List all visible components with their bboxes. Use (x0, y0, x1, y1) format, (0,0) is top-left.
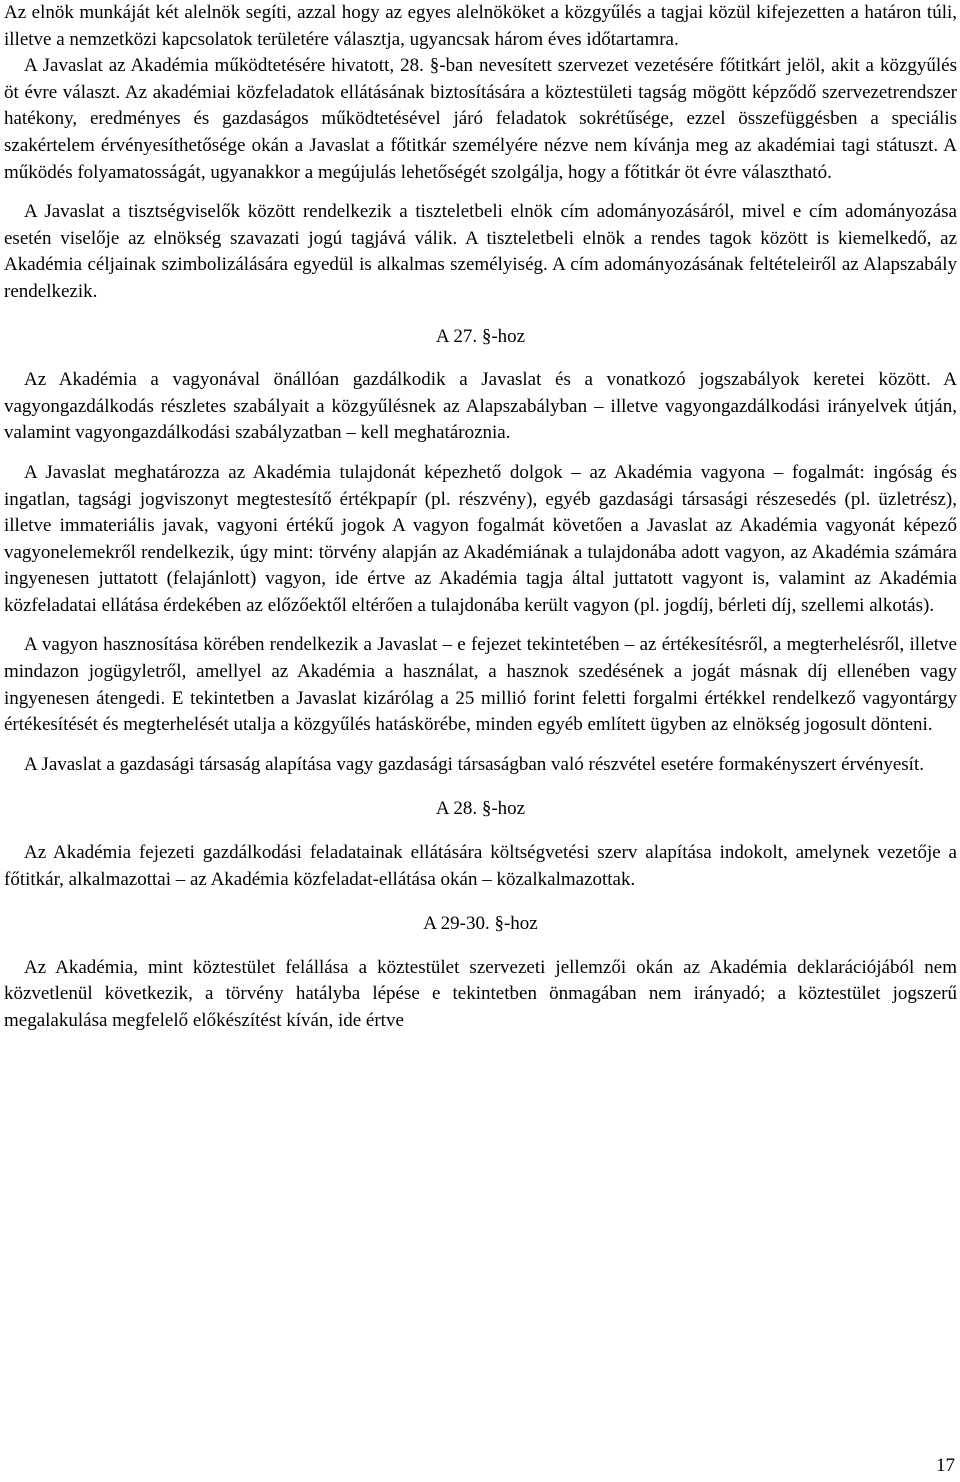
paragraph-akademia-vagyona: A Javaslat meghatározza az Akadémia tulajdonát képezhető dolgok – az Akadémia vagyona – fogalmát: ingóság és ingatlan, tagsági jogviszonyt megtestesítő értékpapír (pl. részvény), egyéb gazdasági társasági részesedés (pl. üzletrész), illetve immateriális javak, vagyoni értékű jogok A vagyon fogalmát követően a Javaslat az Akadémia vagyonát képező vagyonelemekről rendelkezik, úgy mint: törvény alapján az Akadémiának a tulajdonába adott vagyon, az Akadémia számára ingyenesen juttatott (felajánlott) vagyon, ide értve az Akadémia tagja által juttatott vagyont is, valamint az Akadémia közfeladatai ellátása érdekében az előzőektől eltérően a tulajdonába került vagyon (pl. jogdíj, bérleti díj, szellemi alkotás). (4, 461, 957, 616)
paragraph-gazdasagi-tarsasag: A Javaslat a gazdasági társaság alapítása vagy gazdasági társaságban való részvétel esetére formakényszert érvényesít. (24, 753, 924, 775)
section-heading-28: A 28. §-hoz (435, 798, 526, 820)
section-heading-29-30: A 29-30. §-hoz (423, 913, 538, 935)
section-heading-27: A 27. §-hoz (435, 325, 526, 347)
paragraph-vagyon-hasznositasa: A vagyon hasznosítása körében rendelkezik a Javaslat – e fejezet tekintetében – az értékesítésről, a megterhelésről, illetve mindazon jogügyletről, amellyel az Akadémia a használat, a hasznok szedésének a jogát másnak díj ellenében vagy ingyenesen átengedi. E tekintetben a Javaslat kizárólag a 25 millió forint feletti forgalmi értékkel rendelkező vagyontárgy értékesítését és megterhelését utalja a közgyűlés hatáskörébe, minden egyéb említett ügyben az elnökség jogosult dönteni. (4, 634, 957, 736)
paragraph-fotitkar: A Javaslat az Akadémia működtetésére hivatott, 28. §-ban nevesített szervezet vezetésére főtitkárt jelöl, akit a közgyűlés öt évre választ. Az akadémiai közfeladatok ellátásának biztosítására a köztestületi tagság mögött képződő szervezetrendszer hatékony, eredményes és gazdaságos működtetésével járó feladatok sokrétűsége, ezzel összefüggésben a speciális szakértelem érvényesíthetősége okán a Javaslat a főtitkár személyére nézve nem kívánja meg az akadémiai tagi státuszt. A működés folyamatosságát, ugyanakkor a megújulás lehetőségét szolgálja, hogy a főtitkár öt évre választható. (4, 55, 957, 183)
document-page (4, 0, 957, 1035)
paragraph-koztestulet: Az Akadémia, mint köztestület felállása a köztestület szervezeti jellemzői okán az Akadémia deklarációjából nem közvetlenül következik, a törvény hatályba lépése e tekintetben önmagában nem irányadó; a köztestület jogszerű megalakulása megfelelő előkészítést kíván, ide értve (4, 956, 957, 1031)
page-number: 17 (936, 1455, 955, 1476)
paragraph-alelnok: Az elnök munkáját két alelnök segíti, azzal hogy az egyes alelnököket a közgyűlés a tagjai közül kifejezetten a határon túli, illetve a nemzetközi kapcsolatok területére választja, ugyancsak három éves időtartamra. (4, 2, 957, 50)
paragraph-koltsegvetesi-szerv: Az Akadémia fejezeti gazdálkodási feladatainak ellátására költségvetési szerv alapítása indokolt, amelynek vezetője a főtitkár, alkalmazottai – az Akadémia közfeladat-ellátása okán – közalkalmazottak. (4, 842, 957, 890)
paragraph-vagyongazdalkodas: Az Akadémia a vagyonával önállóan gazdálkodik a Javaslat és a vonatkozó jogszabályok keretei között. A vagyongazdálkodás részletes szabályait a közgyűlésnek az Alapszabályban – illetve vagyongazdálkodási irányelvek útján, valamint vagyongazdálkodási szabályzatban – kell meghatároznia. (4, 369, 957, 444)
paragraph-tiszteletbeli-elnok: A Javaslat a tisztségviselők között rendelkezik a tiszteletbeli elnök cím adományozásáról, mivel e cím adományozása esetén viselője az elnökség szavazati jogú tagjává válik. A tiszteletbeli elnök a rendes tagok között is kiemelkedő, az Akadémia céljainak szimbolizálására egyedül is alkalmas személyiség. A cím adományozásának feltételeiről az Alapszabály rendelkezik. (4, 201, 957, 302)
